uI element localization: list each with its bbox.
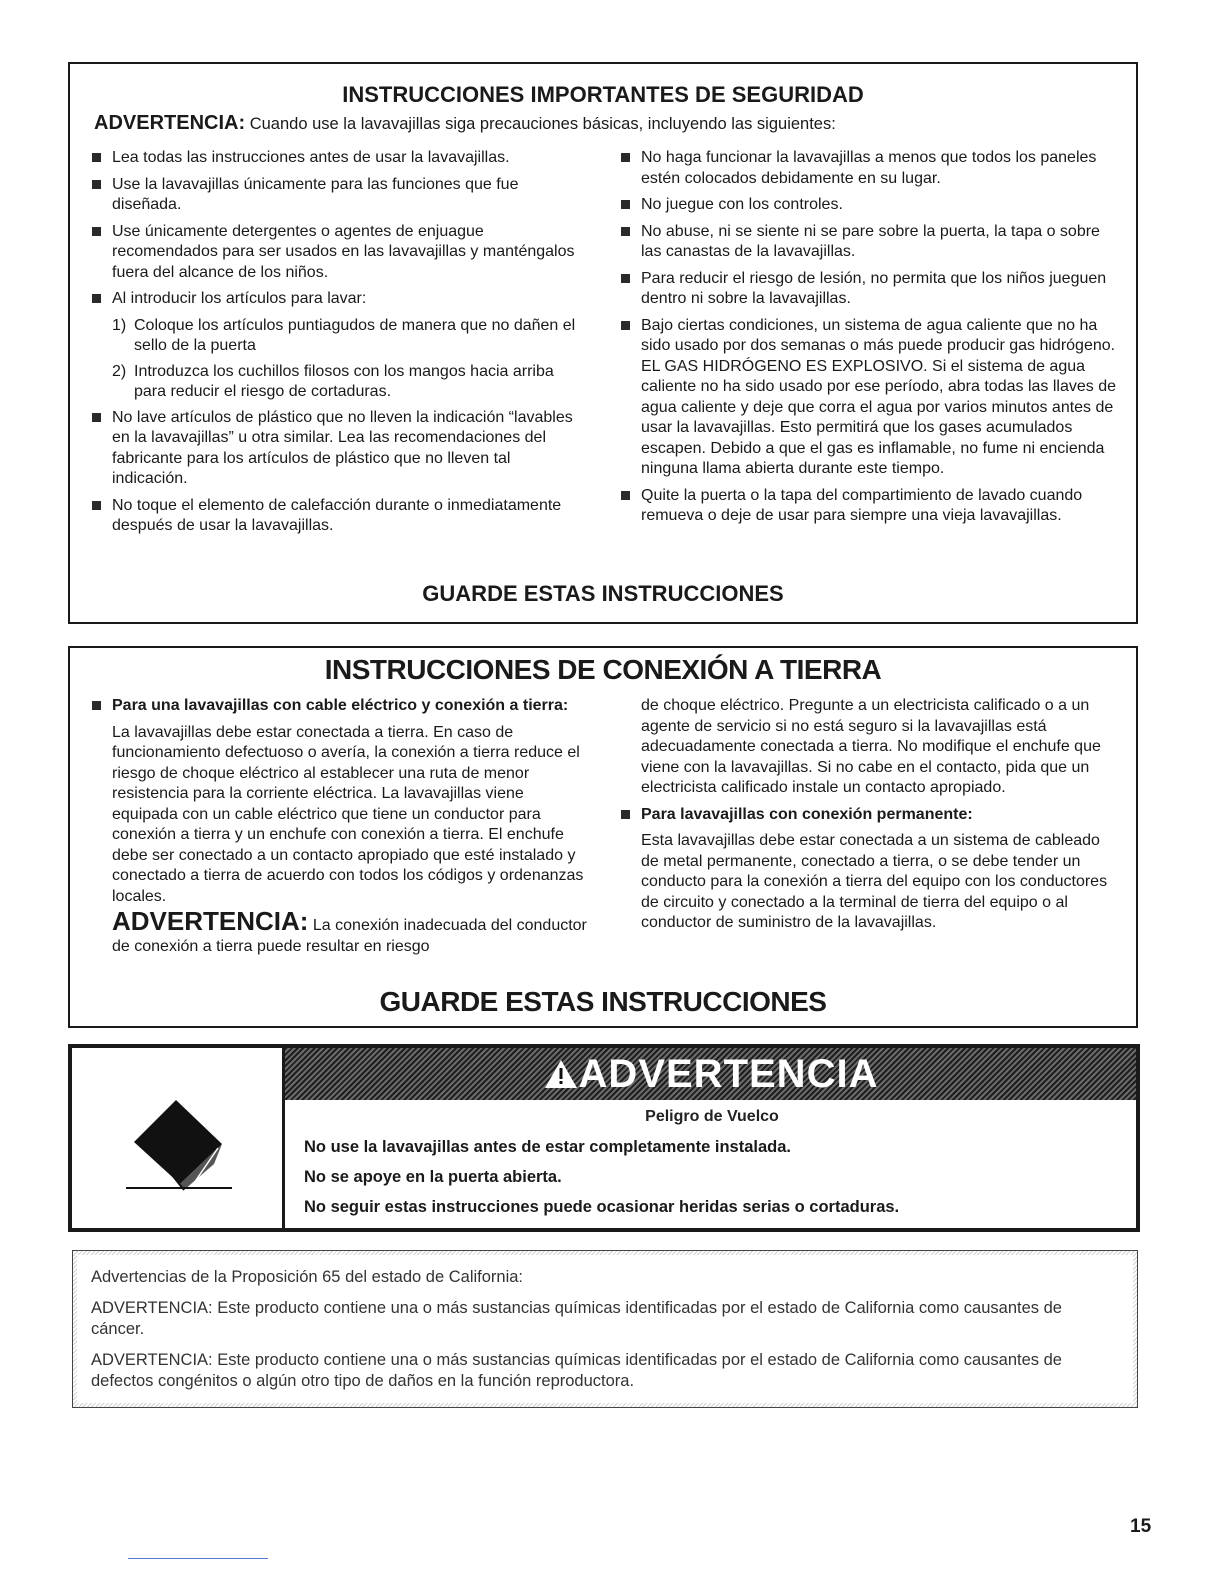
- grounding-title: INSTRUCCIONES DE CONEXIÓN A TIERRA: [324, 654, 882, 685]
- prop65-warning: ADVERTENCIA: Este producto contiene una o más sustancias químicas identificadas por el estado de California como causantes de cáncer.: [91, 1299, 1062, 1338]
- cord-heading: Para una lavavajillas con cable eléctrico y conexión a tierra:: [92, 696, 592, 717]
- safety-instructions-box: [68, 62, 1138, 624]
- list-item: Use la lavavajillas únicamente para las funciones que fue diseñada.: [92, 175, 590, 216]
- bullet-icon: [621, 274, 630, 283]
- cord-text: La lavavajillas debe estar conectada a tierra. En caso de funcionamiento defectuoso o avería, la conexión a tierra reduce el riesgo de choque eléctrico al establecer una ruta de menor resistencia para la corriente eléctrica. La lavavajillas viene equipada con un cable eléctrico que tiene un conductor para conexión a tierra y un enchufe con conexión a tierra. El enchufe debe ser conectado a un contacto apropiado que esté instalado y conectado a tierra de acuerdo con todos los códigos y ordenanzas locales.: [112, 723, 584, 905]
- warning-lead: ADVERTENCIA:: [112, 906, 309, 936]
- prop65-warning: ADVERTENCIA: Este producto contiene una o más sustancias químicas identificadas por el estado de California como causantes de defectos congénitos o algún otro tipo de daños en la función reproductora.: [91, 1351, 1062, 1390]
- warning-banner-text: ADVERTENCIA: [578, 1051, 879, 1096]
- list-item: Para reducir el riesgo de lesión, no permita que los niños jueguen dentro ni sobre la lavavajillas.: [621, 269, 1121, 310]
- bullet-icon: [92, 227, 101, 236]
- numbered-item: 2) Introduzca los cuchillos filosos con los mangos hacia arriba para reducir el riesgo de cortaduras.: [112, 362, 554, 400]
- grounding-instructions-box: [68, 646, 1138, 1028]
- prop65-text: [91, 1267, 1119, 1402]
- list-item: Use únicamente detergentes o agentes de enjuague recomendados para ser usados en las lavavajillas y manténgalos fuera del alcance de los niños.: [92, 222, 590, 284]
- warning-text: La conexión inadecuada del conductor de conexión a tierra puede resultar en riesgo: [112, 917, 587, 955]
- bullet-icon: [621, 321, 630, 330]
- tip-over-illustration: [72, 1048, 285, 1228]
- bullet-icon: [92, 294, 101, 303]
- list-item: No haga funcionar la lavavajillas a menos que todos los paneles estén colocados debidamente en su lugar.: [621, 148, 1121, 189]
- safety-title: INSTRUCCIONES IMPORTANTES DE SEGURIDAD: [342, 82, 864, 107]
- prop65-inner: [77, 1255, 1133, 1403]
- warning-banner: [285, 1048, 1136, 1100]
- grounding-footer: GUARDE ESTAS INSTRUCCIONES: [379, 986, 827, 1017]
- grounding-right-column: [621, 696, 1121, 934]
- tip-over-icon: [72, 1048, 282, 1228]
- list-item: No juegue con los controles.: [621, 195, 1121, 216]
- prop65-heading: Advertencias de la Proposición 65 del estado de California:: [91, 1268, 524, 1286]
- list-item: Quite la puerta o la tapa del compartimiento de lavado cuando remueva o deje de usar para siempre una vieja lavavajillas.: [621, 486, 1121, 527]
- prop65-box: [72, 1250, 1138, 1408]
- tip-warning-line: No se apoye en la puerta abierta.: [304, 1168, 562, 1186]
- bullet-icon: [621, 153, 630, 162]
- tip-warning-line: No seguir estas instrucciones puede ocasionar heridas serias o cortaduras.: [304, 1198, 900, 1216]
- warning-text: Cuando use la lavavajillas siga precauciones básicas, incluyendo las siguientes:: [245, 115, 836, 133]
- tip-over-warning-box: [68, 1044, 1140, 1232]
- grounding-left-column: [92, 696, 592, 957]
- grounding-warning: [92, 906, 592, 957]
- permanent-text: Esta lavavajillas debe estar conectada a un sistema de cableado de metal permanente, conectado a tierra, o se debe tender un conducto para la conexión a tierra del equipo con los conductores de circuito y conectado a la terminal de tierra del equipo o al conductor de suministro de la lavavajillas.: [641, 832, 1108, 931]
- list-item: No abuse, ni se siente ni se pare sobre la puerta, la tapa o sobre las canastas de la lavavajillas.: [621, 222, 1121, 263]
- tip-warning-line: No use la lavavajillas antes de estar completamente instalada.: [304, 1138, 791, 1156]
- page-number: 15: [1130, 1516, 1152, 1537]
- bullet-icon: [621, 200, 630, 209]
- warning-triangle-icon: [543, 1058, 579, 1090]
- warning-lead: ADVERTENCIA:: [94, 112, 246, 134]
- list-item: No toque el elemento de calefacción durante o inmediatamente después de usar la lavavajillas.: [92, 496, 590, 537]
- bullet-icon: [92, 501, 101, 510]
- safety-right-column: [621, 148, 1121, 533]
- safety-intro: [94, 112, 836, 135]
- numbered-item: 1) Coloque los artículos puntiagudos de manera que no dañen el sello de la puerta: [112, 316, 576, 354]
- list-item: Al introducir los artículos para lavar:: [92, 289, 590, 310]
- bullet-icon: [621, 810, 630, 819]
- safety-footer: GUARDE ESTAS INSTRUCCIONES: [422, 581, 784, 606]
- list-item: No lave artículos de plástico que no lleven la indicación “lavables en la lavavajillas” u otra similar. Lea las recomendaciones del fabricante para los artículos de plástico que no lleven tal indicación.: [92, 408, 590, 490]
- bullet-icon: [621, 227, 630, 236]
- list-item: Lea todas las instrucciones antes de usar la lavavajillas.: [92, 148, 590, 169]
- permanent-heading: Para lavavajillas con conexión permanente:: [621, 805, 1121, 826]
- bullet-icon: [92, 180, 101, 189]
- bullet-icon: [92, 413, 101, 422]
- list-item: Bajo ciertas condiciones, un sistema de agua caliente que no ha sido usado por dos semanas o más puede producir gas hidrógeno. EL GAS HIDRÓGENO ES EXPLOSIVO. Si el sistema de agua caliente no ha sido usado por ese período, abra todas las llaves de agua caliente y deje que corra el agua por varios minutos antes de usar la lavavajillas. Esto permitirá que los gases acumulados escapen. Debido a que el gas es inflamable, no fume ni encienda ninguna llama abierta durante este tiempo.: [621, 316, 1121, 480]
- bullet-icon: [92, 701, 101, 710]
- tip-warning-subtitle: Peligro de Vuelco: [645, 1108, 779, 1125]
- safety-left-column: [92, 148, 590, 543]
- warning-continued: de choque eléctrico. Pregunte a un electricista calificado o a un agente de servicio si no está seguro si la lavavajillas está adecuadamente conectada a tierra. No modifique el enchufe que viene con la lavavajillas. Si no cabe en el contacto, pida que un electricista calificado instale un contacto apropiado.: [641, 697, 1101, 796]
- footer-divider: [128, 1558, 268, 1559]
- bullet-icon: [92, 153, 101, 162]
- bullet-icon: [621, 491, 630, 500]
- tip-warning-body: [304, 1108, 1120, 1228]
